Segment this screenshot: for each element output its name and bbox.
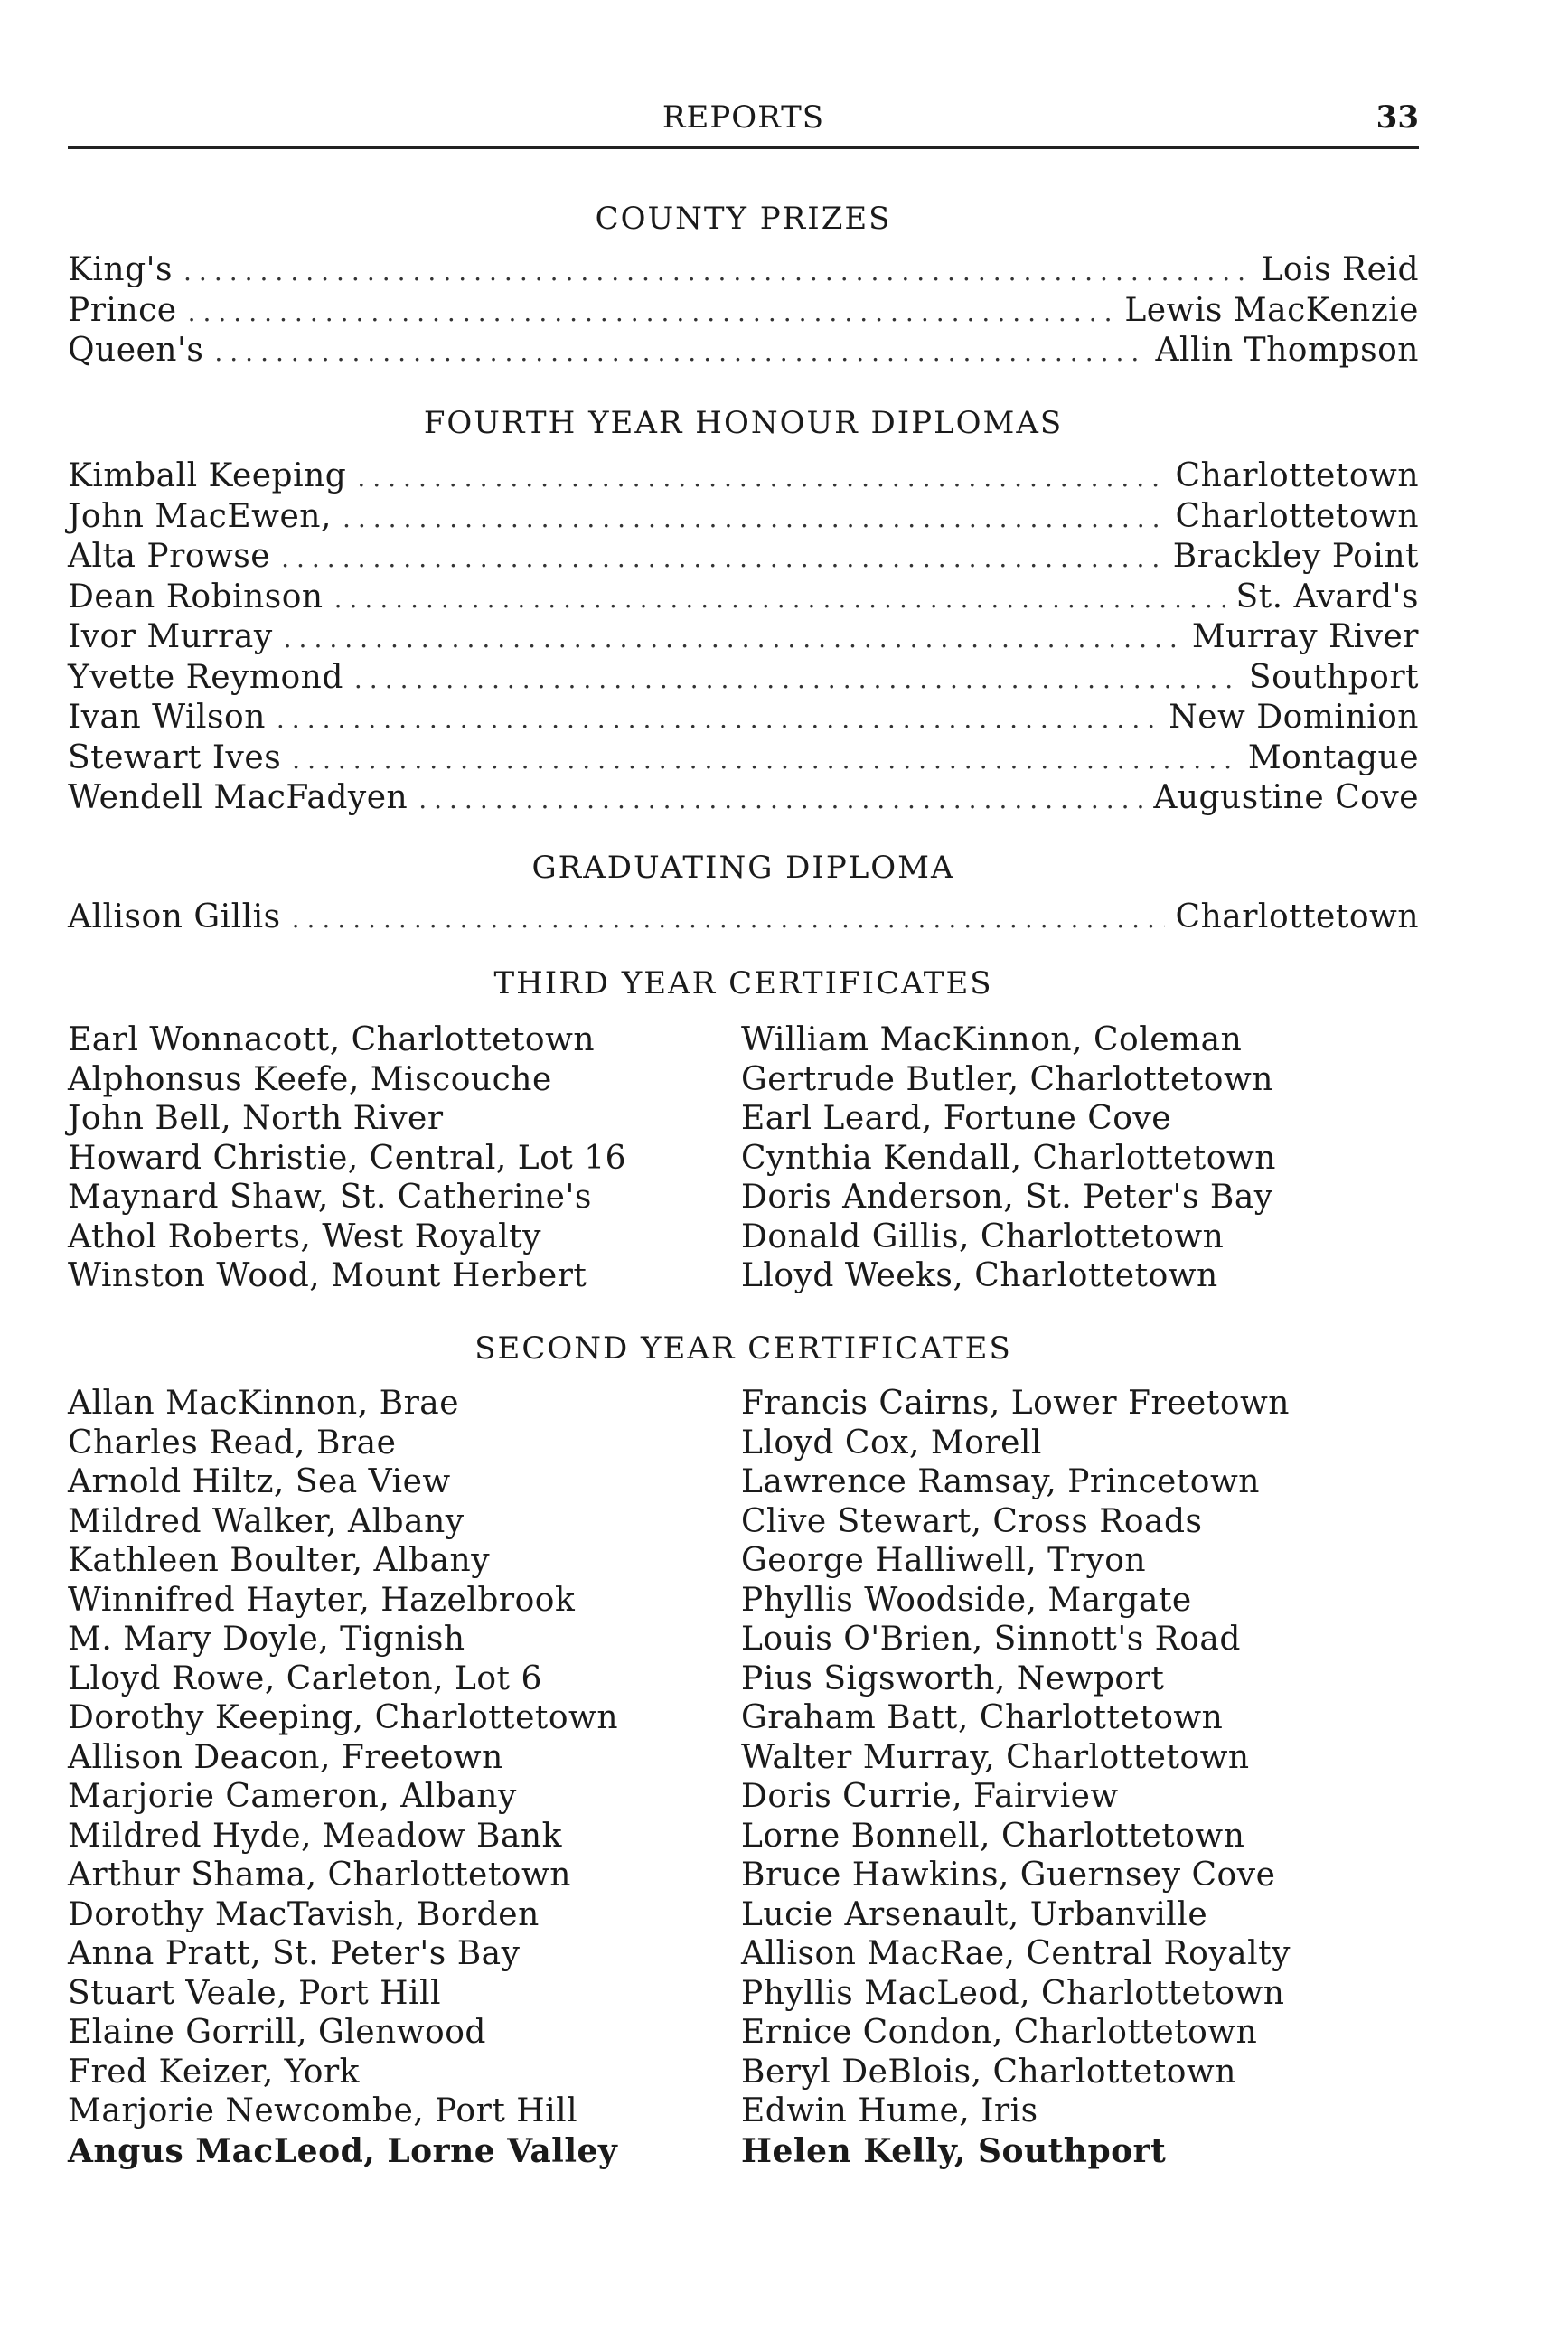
list-item: Phyllis Woodside, Margate: [741, 1581, 1192, 1619]
list-item: Beryl DeBlois, Charlottetown: [741, 2053, 1236, 2091]
entry-name: John MacEwen,: [68, 497, 332, 535]
list-item: Anna Pratt, St. Peter's Bay: [68, 1935, 521, 1972]
list-item: Edwin Hume, Iris: [741, 2092, 1038, 2129]
list-item: Dorothy MacTavish, Borden: [68, 1895, 540, 1933]
dot-leader: [343, 503, 1165, 533]
leader-row: [68, 659, 1419, 700]
third-year-left-column: [68, 1021, 626, 1297]
entry-place: Brackley Point: [1172, 538, 1419, 575]
list-item: Fred Keizer, York: [68, 2053, 360, 2091]
list-item: Mildred Walker, Albany: [68, 1502, 465, 1540]
list-item: Arthur Shama, Charlottetown: [68, 1856, 571, 1894]
list-item: Louis O'Brien, Sinnott's Road: [741, 1621, 1241, 1658]
entry-place: Allin Thompson: [1155, 332, 1419, 369]
entry-name: Dean Robinson: [68, 578, 324, 616]
entry-name: Allison Gillis: [68, 898, 281, 935]
list-item: Clive Stewart, Cross Roads: [741, 1502, 1203, 1540]
list-item: Ernice Condon, Charlottetown: [741, 2014, 1258, 2051]
list-item: William MacKinnon, Coleman: [741, 1021, 1243, 1058]
second-year-left-column: [68, 1385, 618, 2171]
list-item: Lorne Bonnell, Charlottetown: [741, 1817, 1245, 1855]
section-title-fourth-year: FOURTH YEAR HONOUR DIPLOMAS: [423, 405, 1064, 441]
entry-place: St. Avard's: [1235, 578, 1419, 616]
list-item: Kathleen Boulter, Albany: [68, 1542, 491, 1579]
entry-place: Montague: [1247, 738, 1419, 776]
list-item: Marjorie Cameron, Albany: [68, 1778, 517, 1815]
list-item: Earl Leard, Fortune Cove: [741, 1100, 1172, 1137]
dot-leader: [188, 297, 1114, 327]
list-item: Winston Wood, Mount Herbert: [68, 1257, 587, 1294]
dot-leader: [183, 257, 1251, 287]
list-item: Doris Anderson, St. Peter's Bay: [741, 1179, 1273, 1216]
entry-name: Kimball Keeping: [68, 457, 347, 494]
dot-leader: [281, 543, 1162, 573]
list-item: Lloyd Weeks, Charlottetown: [741, 1257, 1218, 1294]
entry-name: King's: [68, 251, 174, 288]
list-item: Helen Kelly, Southport: [741, 2131, 1167, 2170]
leader-row: [68, 251, 1419, 292]
list-item: Stuart Veale, Port Hill: [68, 1974, 442, 2012]
list-item: Donald Gillis, Charlottetown: [741, 1217, 1225, 1255]
leader-row: [68, 739, 1419, 780]
list-item: Charles Read, Brae: [68, 1424, 397, 1462]
county-prizes-list: [68, 251, 1419, 372]
dot-leader: [284, 624, 1181, 653]
list-item: Lucie Arsenault, Urbanville: [741, 1895, 1208, 1933]
list-item: Earl Wonnacott, Charlottetown: [68, 1021, 596, 1058]
entry-place: Murray River: [1191, 618, 1419, 655]
leader-row: [68, 457, 1419, 498]
entry-name: Queen's: [68, 332, 204, 369]
dot-leader: [214, 337, 1144, 367]
list-item: Mildred Hyde, Meadow Bank: [68, 1817, 562, 1855]
list-item: Allan MacKinnon, Brae: [68, 1385, 460, 1422]
entry-name: Ivan Wilson: [68, 699, 266, 736]
list-item: Marjorie Newcombe, Port Hill: [68, 2092, 578, 2129]
entry-place: New Dominion: [1169, 699, 1419, 736]
list-item: Athol Roberts, West Royalty: [68, 1217, 541, 1255]
list-item: Howard Christie, Central, Lot 16: [68, 1139, 627, 1177]
dot-leader: [354, 664, 1238, 694]
third-year-right-column: [741, 1021, 1276, 1297]
dot-leader: [277, 704, 1158, 734]
running-head: REPORTS: [662, 99, 825, 136]
list-item: Lloyd Rowe, Carleton, Lot 6: [68, 1659, 542, 1697]
entry-place: Lois Reid: [1261, 251, 1419, 288]
list-item: George Halliwell, Tryon: [741, 1542, 1147, 1579]
leader-row: [68, 578, 1419, 619]
entry-name: Stewart Ives: [68, 738, 282, 776]
entry-place: Charlottetown: [1175, 497, 1419, 535]
fourth-year-list: [68, 457, 1419, 820]
entry-name: Wendell MacFadyen: [68, 779, 408, 816]
list-item: Winnifred Hayter, Hazelbrook: [68, 1581, 576, 1619]
entry-name: Alta Prowse: [68, 538, 271, 575]
leader-row: [68, 538, 1419, 578]
list-item: Graham Batt, Charlottetown: [741, 1699, 1224, 1736]
document-page: [68, 0, 1419, 2350]
leader-row: [68, 618, 1419, 659]
list-item: M. Mary Doyle, Tignish: [68, 1621, 465, 1658]
list-item: Angus MacLeod, Lorne Valley: [68, 2131, 618, 2170]
leader-row: [68, 332, 1419, 372]
leader-row: [68, 699, 1419, 739]
page-number: 33: [1376, 99, 1419, 136]
page-header: [68, 99, 1419, 149]
list-item: John Bell, North River: [68, 1100, 444, 1137]
entry-name: Yvette Reymond: [68, 658, 343, 696]
list-item: Dorothy Keeping, Charlottetown: [68, 1699, 619, 1736]
entry-name: Ivor Murray: [68, 618, 273, 655]
leader-row: [68, 779, 1419, 820]
leader-row: [68, 898, 1419, 939]
dot-leader: [357, 463, 1164, 493]
entry-place: Lewis MacKenzie: [1124, 291, 1419, 329]
list-item: Alphonsus Keefe, Miscouche: [68, 1060, 552, 1098]
dot-leader: [292, 745, 1237, 775]
list-item: Allison MacRae, Central Royalty: [741, 1935, 1291, 1972]
section-title-second-year: SECOND YEAR CERTIFICATES: [474, 1330, 1012, 1367]
dot-leader: [292, 904, 1165, 934]
section-title-county-prizes: COUNTY PRIZES: [595, 201, 892, 237]
entry-place: Southport: [1248, 658, 1419, 696]
list-item: Arnold Hiltz, Sea View: [68, 1463, 451, 1500]
list-item: Allison Deacon, Freetown: [68, 1738, 503, 1776]
dot-leader: [418, 785, 1142, 814]
leader-row: [68, 292, 1419, 333]
dot-leader: [334, 584, 1225, 614]
list-item: Pius Sigsworth, Newport: [741, 1659, 1165, 1697]
list-item: Francis Cairns, Lower Freetown: [741, 1385, 1290, 1422]
list-item: Lloyd Cox, Morell: [741, 1424, 1042, 1462]
list-item: Maynard Shaw, St. Catherine's: [68, 1179, 592, 1216]
second-year-right-column: [741, 1385, 1291, 2171]
graduating-list: [68, 898, 1419, 939]
leader-row: [68, 498, 1419, 539]
list-item: Doris Currie, Fairview: [741, 1778, 1119, 1815]
list-item: Elaine Gorrill, Glenwood: [68, 2014, 486, 2051]
entry-place: Augustine Cove: [1153, 779, 1419, 816]
list-item: Cynthia Kendall, Charlottetown: [741, 1139, 1276, 1177]
list-item: Gertrude Butler, Charlottetown: [741, 1060, 1273, 1098]
list-item: Bruce Hawkins, Guernsey Cove: [741, 1856, 1276, 1894]
list-item: Phyllis MacLeod, Charlottetown: [741, 1974, 1285, 2012]
entry-place: Charlottetown: [1175, 898, 1419, 935]
entry-name: Prince: [68, 291, 177, 329]
section-title-graduating: GRADUATING DIPLOMA: [531, 850, 955, 886]
section-title-third-year: THIRD YEAR CERTIFICATES: [493, 965, 993, 1001]
entry-place: Charlottetown: [1175, 457, 1419, 494]
list-item: Lawrence Ramsay, Princetown: [741, 1463, 1260, 1500]
list-item: Walter Murray, Charlottetown: [741, 1738, 1250, 1776]
